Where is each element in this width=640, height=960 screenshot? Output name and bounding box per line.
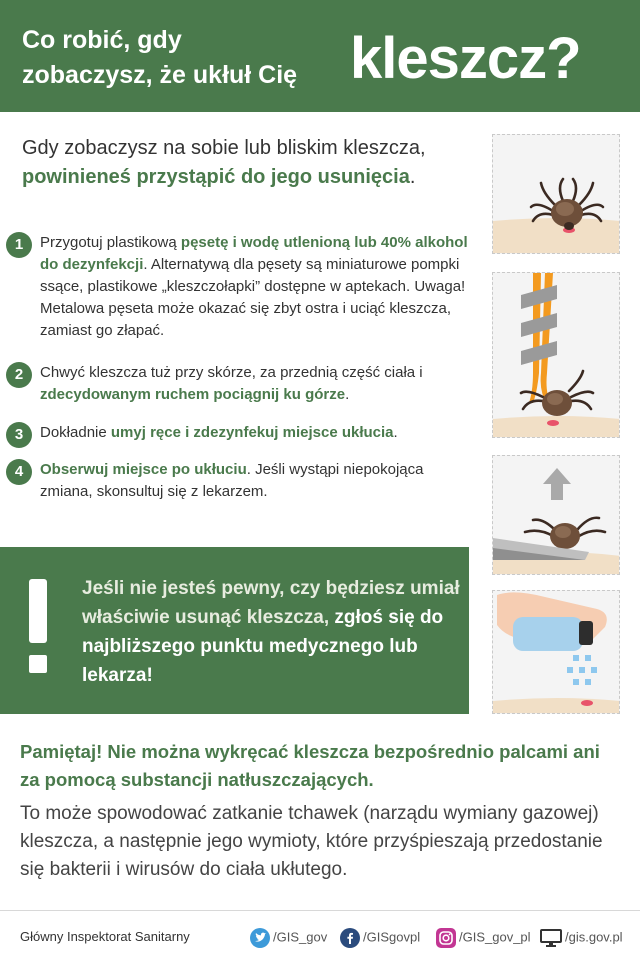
step-number-badge: 4: [6, 459, 32, 485]
step-3: [6, 422, 476, 444]
instagram-link[interactable]: [436, 925, 531, 949]
header-banner: [0, 0, 640, 112]
header-title-line-2: zobaczysz, że ukłuł Cię: [22, 61, 298, 89]
website-url: /gis.gov.pl: [565, 929, 623, 945]
illustration-pull-up: [492, 455, 620, 575]
step-text-bold: zdecydowanym ruchem pociągnij ku górze: [40, 386, 346, 403]
warning-text: [82, 574, 462, 690]
step-text: [40, 459, 476, 503]
warning-text-part-2: zgłoś się do najbliższego punktu medycznego lub lekarza!: [82, 607, 444, 686]
twitter-link[interactable]: [250, 925, 327, 949]
step-text: [40, 422, 476, 444]
warning-box: [0, 547, 469, 714]
step-number-badge: 3: [6, 422, 32, 448]
step-text-pre: Chwyć kleszcza tuż przy skórze, za przednią część ciała i: [40, 364, 423, 381]
step-text-pre: Przygotuj plastikową: [40, 234, 181, 251]
step-number-badge: 1: [6, 232, 32, 258]
step-number-badge: 2: [6, 362, 32, 388]
step-4: [6, 459, 476, 503]
step-text: [40, 232, 476, 342]
footer: [0, 910, 640, 960]
step-text-bold: umyj ręce i zdezynfekuj miejsce ukłucia: [110, 424, 394, 441]
remember-heading: Pamiętaj! Nie można wykręcać kleszcza bezpośrednio palcami ani za pomocą substancji natłuszczających.: [20, 741, 600, 790]
illustration-tweezers: [492, 272, 620, 438]
facebook-handle: /GISgovpl: [363, 929, 421, 945]
header-title-big: kleszcz?: [350, 26, 581, 91]
step-text-pre: Dokładnie: [40, 424, 111, 441]
intro-normal: Gdy zobaczysz na sobie lub bliskim kleszcza,: [22, 137, 426, 159]
twitter-handle: /GIS_gov: [273, 929, 328, 945]
step-text-post: .: [345, 386, 350, 403]
illustration-disinfect: [492, 590, 620, 714]
intro-text: [22, 134, 482, 192]
facebook-icon: [340, 928, 360, 948]
monitor-icon: [540, 928, 562, 948]
website-link[interactable]: [540, 925, 623, 949]
warning-text-part-1: Jeśli nie jesteś pewny, czy będziesz umiał właściwie usunąć kleszcza,: [82, 578, 460, 628]
step-1: [6, 232, 476, 342]
facebook-link[interactable]: [340, 925, 420, 949]
step-text-post: .: [393, 424, 398, 441]
step-text: [40, 362, 476, 406]
step-text-post: . Alternatywą dla pęsety są miniaturowe pompki ssące, plastikowe „kleszczołapki” dostępne w aptekach. Uwaga! Metalowa pęseta może okazać się zbyt ostra i uciąć kleszcza, zamiast go złapać.: [40, 256, 466, 339]
header-title-line-1: Co robić, gdy: [22, 26, 182, 54]
intro-bold: powinieneś przystąpić do jego usunięcia: [22, 166, 410, 188]
step-text-bold: pęsetę i wodę utlenioną lub 40% alkohol do dezynfekcji: [40, 234, 468, 273]
step-text-bold: Obserwuj miejsce po ukłuciu: [40, 461, 247, 478]
instagram-icon: [436, 928, 456, 948]
twitter-icon: [250, 928, 270, 948]
intro-end: .: [409, 166, 416, 188]
explanation-text: To może spowodować zatkanie tchawek (narządu wymiany gazowej) kleszcza, a następnie jego wymioty, które przyśpieszają przedostanie się bakterii i wirusów do ciała ukłutego.: [20, 803, 603, 880]
organization-name: Główny Inspektorat Sanitarny: [20, 929, 190, 944]
step-2: [6, 362, 476, 406]
illustration-tick-on-skin: [492, 134, 620, 254]
step-text-post: . Jeśli wystąpi niepokojąca zmiana, skonsultuj się z lekarzem.: [40, 461, 424, 500]
instagram-handle: /GIS_gov_pl: [459, 929, 531, 945]
